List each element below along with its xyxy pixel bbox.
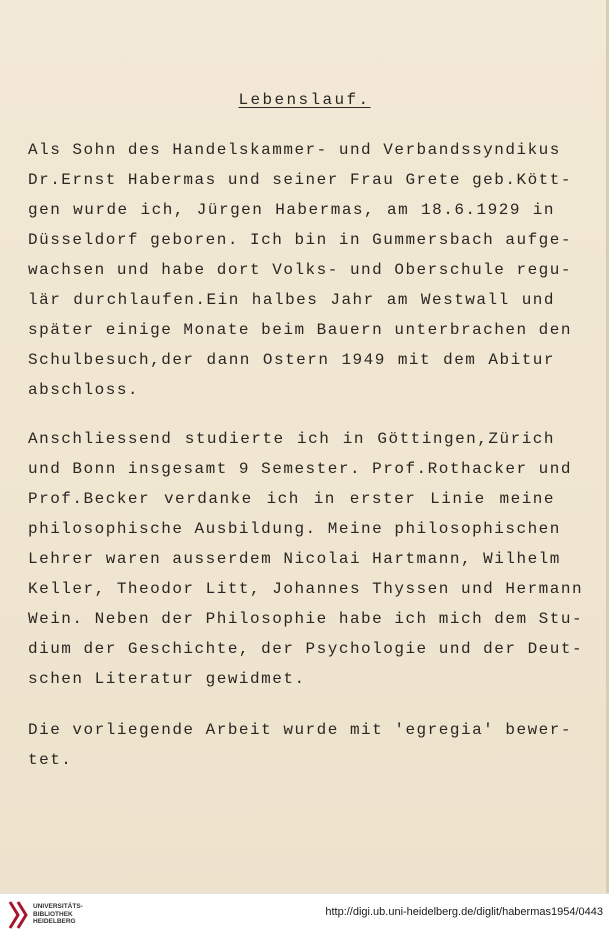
text-line: dium der Geschichte, der Psychologie und der Deut- (28, 640, 584, 658)
text-line: gen wurde ich, Jürgen Habermas, am 18.6.1929 in (28, 201, 555, 219)
source-url-link[interactable]: http://digi.ub.uni-heidelberg.de/diglit/habermas1954/0443 (325, 906, 603, 918)
text-line: Keller, Theodor Litt, Johannes Thyssen und Hermann (28, 580, 584, 598)
text-line: philosophische Ausbildung. Meine philosophischen (28, 520, 561, 538)
logo-line: UNIVERSITÄTS- (33, 903, 83, 910)
text-line: wachsen und habe dort Volks- und Oberschule regu- (28, 261, 572, 279)
text-line: Düsseldorf geboren. Ich bin in Gummersbach aufge- (28, 231, 572, 249)
logo-line: BIBLIOTHEK (33, 910, 73, 918)
text-line: später einige Monate beim Bauern unterbrachen den (28, 321, 572, 339)
text-line: lär durchlaufen.Ein halbes Jahr am Westwall und (28, 291, 555, 309)
text-line: Dr.Ernst Habermas und seiner Frau Grete geb.Kött- (28, 171, 572, 189)
library-logo-text (33, 903, 83, 926)
footer-bar (0, 893, 609, 935)
text-line: Anschliessend studierte ich in Göttingen,Zürich (28, 430, 555, 448)
text-line: Die vorliegende Arbeit wurde mit 'egregia' bewer- (28, 721, 572, 739)
text-line: tet. (28, 751, 73, 769)
library-logo-icon (8, 900, 28, 930)
text-line: abschloss. (28, 381, 140, 399)
text-line: Schulbesuch,der dann Ostern 1949 mit dem Abitur (28, 351, 555, 369)
logo-line: HEIDELBERG (33, 918, 76, 925)
text-line: und Bonn insgesamt 9 Semester. Prof.Rothacker und (28, 460, 572, 478)
page-title: Lebenslauf. (238, 91, 371, 109)
text-line: Lehrer waren ausserdem Nicolai Hartmann, Wilhelm (28, 550, 561, 568)
text-line: Wein. Neben der Philosophie habe ich mich dem Stu- (28, 610, 584, 628)
text-line: Prof.Becker verdanke ich in erster Linie meine (28, 490, 555, 508)
text-line: Als Sohn des Handelskammer- und Verbandssyndikus (28, 141, 561, 159)
text-line: schen Literatur gewidmet. (28, 670, 306, 688)
